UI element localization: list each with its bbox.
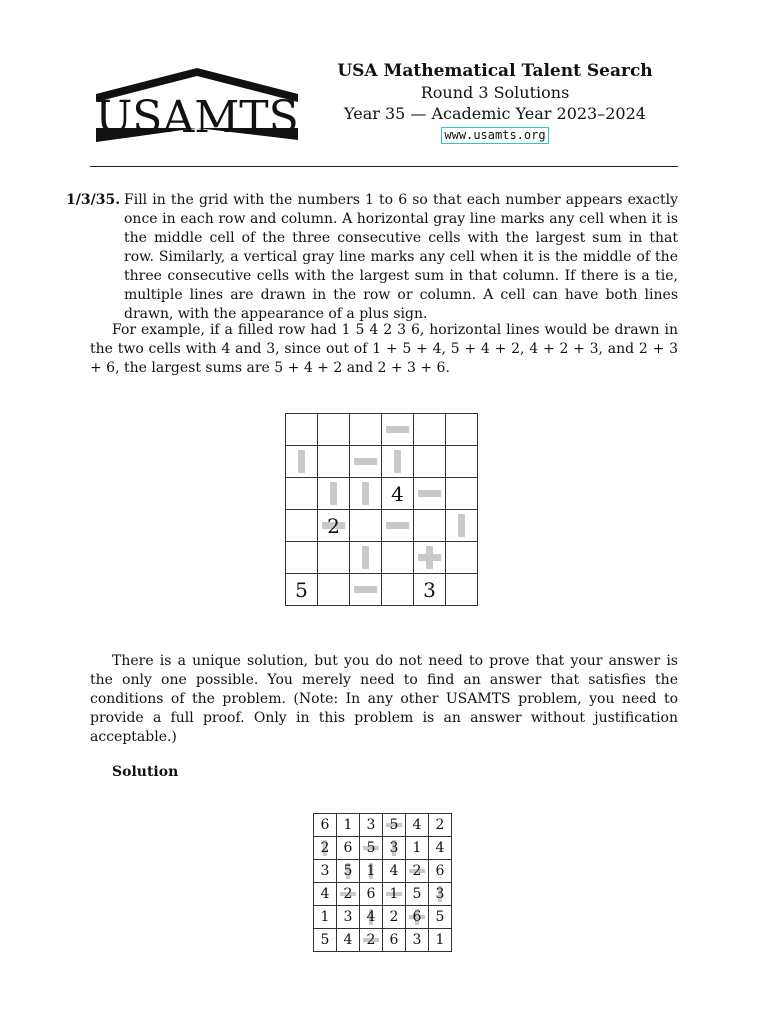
puzzle-row: [286, 574, 478, 606]
solution-cell: [337, 860, 360, 883]
solution-cell: [314, 837, 337, 860]
solution-cell: [360, 860, 383, 883]
solution-cell-value: 1: [412, 840, 422, 856]
solution-cell-value: 6: [412, 909, 422, 925]
solution-row: [314, 837, 452, 860]
solution-cell-value: 2: [412, 863, 422, 879]
puzzle-cell: [414, 478, 446, 510]
puzzle-cell: [446, 542, 478, 574]
solution-cell: [337, 906, 360, 929]
horizontal-gray-line: [386, 426, 410, 433]
solution-cell-value: 3: [435, 886, 445, 902]
puzzle-cell: [382, 446, 414, 478]
solution-cell: [429, 929, 452, 952]
solution-cell-value: 6: [320, 817, 330, 833]
puzzle-cell: [382, 478, 414, 510]
puzzle-cell-value: 2: [327, 513, 340, 538]
svg-text:USAMTS: USAMTS: [95, 92, 299, 143]
solution-cell-value: 1: [389, 886, 399, 902]
solution-cell: [383, 814, 406, 837]
vertical-gray-line: [426, 546, 433, 570]
solution-cell: [383, 837, 406, 860]
header-round: Round 3 Solutions: [420, 83, 570, 102]
puzzle-row: [286, 542, 478, 574]
solution-cell-value: 4: [389, 863, 399, 879]
solution-cell: [406, 860, 429, 883]
solution-cell: [337, 814, 360, 837]
puzzle-cell: [414, 510, 446, 542]
puzzle-grid: [285, 413, 478, 606]
solution-cell: [337, 837, 360, 860]
solution-cell-value: 6: [435, 863, 445, 879]
puzzle-cell: [318, 478, 350, 510]
puzzle-cell: [318, 574, 350, 606]
problem-number: 1/3/35.: [66, 192, 121, 208]
solution-cell-value: 5: [412, 886, 422, 902]
solution-cell: [406, 883, 429, 906]
puzzle-cell: [382, 574, 414, 606]
puzzle-cell-value: 5: [295, 577, 308, 602]
solution-cell: [406, 906, 429, 929]
puzzle-cell-value: 4: [391, 481, 404, 506]
header-divider: [90, 166, 678, 167]
solution-cell-value: 3: [412, 932, 422, 948]
solution-cell: [383, 929, 406, 952]
solution-cell-value: 3: [320, 863, 330, 879]
puzzle-cell: [286, 446, 318, 478]
puzzle-cell: [350, 414, 382, 446]
horizontal-gray-line: [418, 490, 442, 497]
solution-heading: Solution: [112, 764, 179, 780]
solution-cell: [360, 929, 383, 952]
solution-cell-value: 3: [343, 909, 353, 925]
vertical-gray-line: [298, 450, 305, 474]
solution-cell-value: 6: [389, 932, 399, 948]
solution-cell: [360, 837, 383, 860]
puzzle-cell: [286, 510, 318, 542]
solution-cell-value: 6: [343, 840, 353, 856]
solution-cell: [406, 837, 429, 860]
puzzle-cell: [446, 446, 478, 478]
puzzle-cell: [350, 510, 382, 542]
solution-cell: [383, 906, 406, 929]
solution-cell-value: 5: [389, 817, 399, 833]
solution-cell-value: 1: [320, 909, 330, 925]
puzzle-cell: [318, 510, 350, 542]
horizontal-gray-line: [386, 522, 410, 529]
solution-cell-value: 2: [320, 840, 330, 856]
puzzle-cell: [414, 414, 446, 446]
solution-cell: [429, 883, 452, 906]
solution-cell-value: 1: [343, 817, 353, 833]
solution-cell-value: 4: [320, 886, 330, 902]
solution-cell-value: 1: [435, 932, 445, 948]
solution-cell: [314, 860, 337, 883]
solution-cell: [429, 860, 452, 883]
solution-cell: [337, 929, 360, 952]
puzzle-cell: [382, 414, 414, 446]
solution-row: [314, 906, 452, 929]
solution-cell: [429, 906, 452, 929]
solution-cell: [360, 883, 383, 906]
solution-cell-value: 6: [366, 886, 376, 902]
problem-statement-text: Fill in the grid with the numbers 1 to 6 so that each number appears exactly once in each row and column. A horizontal gray line marks any cell when it is the middle cell of the three consecutive cells with the largest sum in that row. Similarly, a vertical gray line marks any cell when it is the middle of the three consecutive cells with the largest sum in that column. If there is a tie, multiple lines are drawn in the row or column. A cell can have both lines drawn, with the appearance of a plus sign.: [124, 192, 678, 322]
puzzle-cell: [286, 542, 318, 574]
solution-cell-value: 2: [343, 886, 353, 902]
horizontal-gray-line: [354, 586, 378, 593]
solution-cell-value: 3: [389, 840, 399, 856]
puzzle-cell: [414, 542, 446, 574]
puzzle-cell: [318, 542, 350, 574]
puzzle-row: [286, 446, 478, 478]
puzzle-cell: [286, 478, 318, 510]
vertical-gray-line: [330, 482, 337, 506]
vertical-gray-line: [458, 514, 465, 538]
vertical-gray-line: [362, 546, 369, 570]
puzzle-cell: [286, 414, 318, 446]
puzzle-cell: [414, 574, 446, 606]
solution-cell-value: 2: [435, 817, 445, 833]
puzzle-cell: [446, 414, 478, 446]
solution-cell-value: 4: [366, 909, 376, 925]
solution-cell-value: 2: [389, 909, 399, 925]
solution-cell: [360, 906, 383, 929]
solution-row: [314, 814, 452, 837]
horizontal-gray-line: [354, 458, 378, 465]
puzzle-cell: [446, 478, 478, 510]
puzzle-cell: [318, 446, 350, 478]
solution-cell: [406, 929, 429, 952]
puzzle-cell: [382, 510, 414, 542]
solution-cell-value: 5: [435, 909, 445, 925]
puzzle-cell: [446, 574, 478, 606]
website-link[interactable]: www.usamts.org: [441, 127, 548, 144]
solution-cell-value: 5: [366, 840, 376, 856]
puzzle-cell: [318, 414, 350, 446]
solution-row: [314, 860, 452, 883]
puzzle-row: [286, 414, 478, 446]
document-header: [330, 60, 660, 144]
puzzle-cell: [350, 574, 382, 606]
solution-cell: [406, 814, 429, 837]
problem-text: [90, 191, 678, 324]
solution-cell-value: 2: [366, 932, 376, 948]
solution-grid: [313, 813, 452, 952]
vertical-gray-line: [394, 450, 401, 474]
solution-cell: [429, 814, 452, 837]
header-title: USA Mathematical Talent Search: [337, 61, 653, 81]
solution-cell: [429, 837, 452, 860]
puzzle-row: [286, 510, 478, 542]
solution-cell-value: 3: [366, 817, 376, 833]
solution-row: [314, 929, 452, 952]
puzzle-row: [286, 478, 478, 510]
usamts-logo: [92, 66, 302, 146]
puzzle-cell: [382, 542, 414, 574]
puzzle-cell: [350, 446, 382, 478]
puzzle-cell: [446, 510, 478, 542]
solution-cell: [360, 814, 383, 837]
note-paragraph: There is a unique solution, but you do not need to prove that your answer is the only one possible. You merely need to find an answer that satisfies the conditions of the problem. (Note: In any other USAMTS problem, you need to provide a full proof. Only in this problem is an answer without justification acceptable.): [90, 653, 678, 745]
solution-cell: [314, 906, 337, 929]
solution-cell-value: 5: [320, 932, 330, 948]
solution-cell: [314, 929, 337, 952]
solution-cell-value: 4: [412, 817, 422, 833]
problem-statement: [66, 191, 678, 324]
puzzle-cell: [350, 542, 382, 574]
solution-cell-value: 1: [366, 863, 376, 879]
solution-cell: [383, 860, 406, 883]
solution-row: [314, 883, 452, 906]
vertical-gray-line: [362, 482, 369, 506]
puzzle-cell: [414, 446, 446, 478]
solution-cell-value: 4: [435, 840, 445, 856]
solution-cell-value: 5: [343, 863, 353, 879]
example-paragraph: For example, if a filled row had 1 5 4 2 3 6, horizontal lines would be drawn in the two cells with 4 and 3, since out of 1 + 5 + 4, 5 + 4 + 2, 4 + 2 + 3, and 2 + 3 + 6, the largest sums are 5 + 4 + 2 and 2 + 3 + 6.: [90, 322, 678, 376]
header-year: Year 35 — Academic Year 2023–2024: [344, 104, 646, 123]
solution-cell-value: 4: [343, 932, 353, 948]
solution-cell: [337, 883, 360, 906]
puzzle-cell-value: 3: [423, 577, 436, 602]
solution-cell: [314, 814, 337, 837]
puzzle-cell: [350, 478, 382, 510]
solution-cell: [383, 883, 406, 906]
puzzle-cell: [286, 574, 318, 606]
solution-cell: [314, 883, 337, 906]
